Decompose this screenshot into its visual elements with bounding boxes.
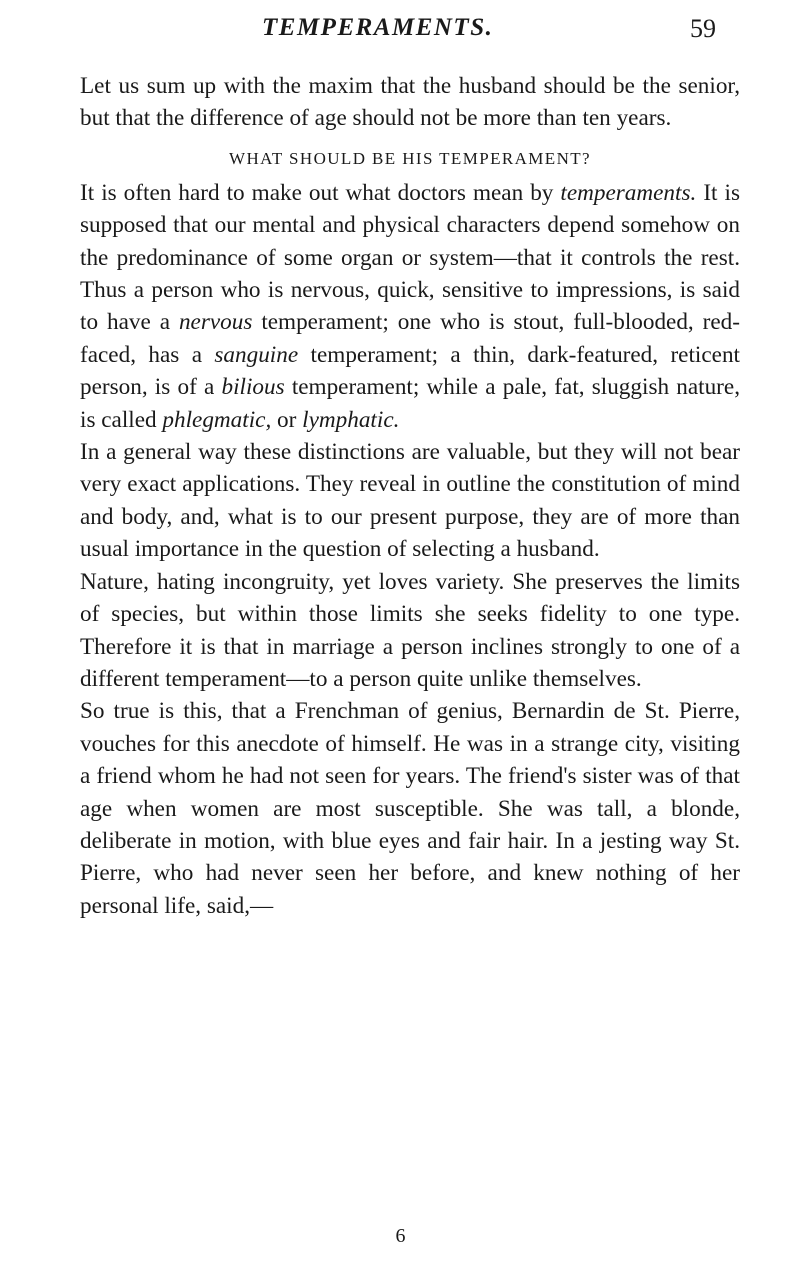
paragraph-2-text: temperament; while a pale, fat, sluggish nature, is called <box>80 374 740 433</box>
emphasis-bilious: bilious <box>221 374 285 401</box>
emphasis-sanguine: sanguine <box>214 341 299 368</box>
page-number: 59 <box>690 14 716 43</box>
paragraph-2 <box>80 177 740 436</box>
paragraph-2-text: or <box>271 406 303 433</box>
paragraph-4: Nature, hating incongruity, yet loves variety. She preserves the limits of species, but within those limits she seeks fidelity to one type. Therefore it is that in marriage a person inclines strongly to one of a different temperament—to a person quite unlike themselves. <box>80 568 740 692</box>
paragraph-5: So true is this, that a Frenchman of genius, Bernardin de St. Pierre, vouches for this anecdote of himself. He was in a strange city, visiting a friend whom he had not seen for years. The friend's sister was of that age when women are most susceptible. She was tall, a blonde, deliberate in motion, with blue eyes and fair hair. In a jesting way St. Pierre, who had never seen her before, and knew nothing of her personal life, said,— <box>80 698 740 919</box>
page-header <box>0 14 801 54</box>
emphasis-nervous: nervous <box>178 309 253 336</box>
running-head: TEMPERAMENTS. <box>262 14 494 41</box>
emphasis-temperaments: temperaments. <box>560 179 697 206</box>
emphasis-phlegmatic: phlegmatic, <box>162 406 272 433</box>
paragraph-3: In a general way these distinctions are valuable, but they will not bear very exact applications. They reveal in outline the constitution of mind and body, and, what is to our present purpose, they are of more than usual importance in the question of selecting a husband. <box>80 439 740 563</box>
paragraph-1: Let us sum up with the maxim that the husband should be the senior, but that the difference of age should not be more than ten years. <box>80 73 740 132</box>
section-heading: WHAT SHOULD BE HIS TEMPERAMENT? <box>229 148 591 168</box>
paragraph-2-text: It is often hard to make out what doctors mean by <box>80 179 561 206</box>
signature-mark: 6 <box>395 1225 406 1247</box>
paragraph-2-text: It is supposed that our mental and physical characters depend somehow on the predominance of some organ or system—that it controls the rest. Thus a person who is nervous, quick, sensitive to impressions, is said to have a <box>80 179 740 336</box>
paragraph-2-text: temperament; one who is stout, full-blooded, red-faced, has a <box>80 309 740 368</box>
body-text <box>80 70 740 922</box>
emphasis-lymphatic: lymphatic. <box>302 406 400 433</box>
paragraph-2-text: temperament; a thin, dark-featured, reticent person, is of a <box>80 341 740 401</box>
